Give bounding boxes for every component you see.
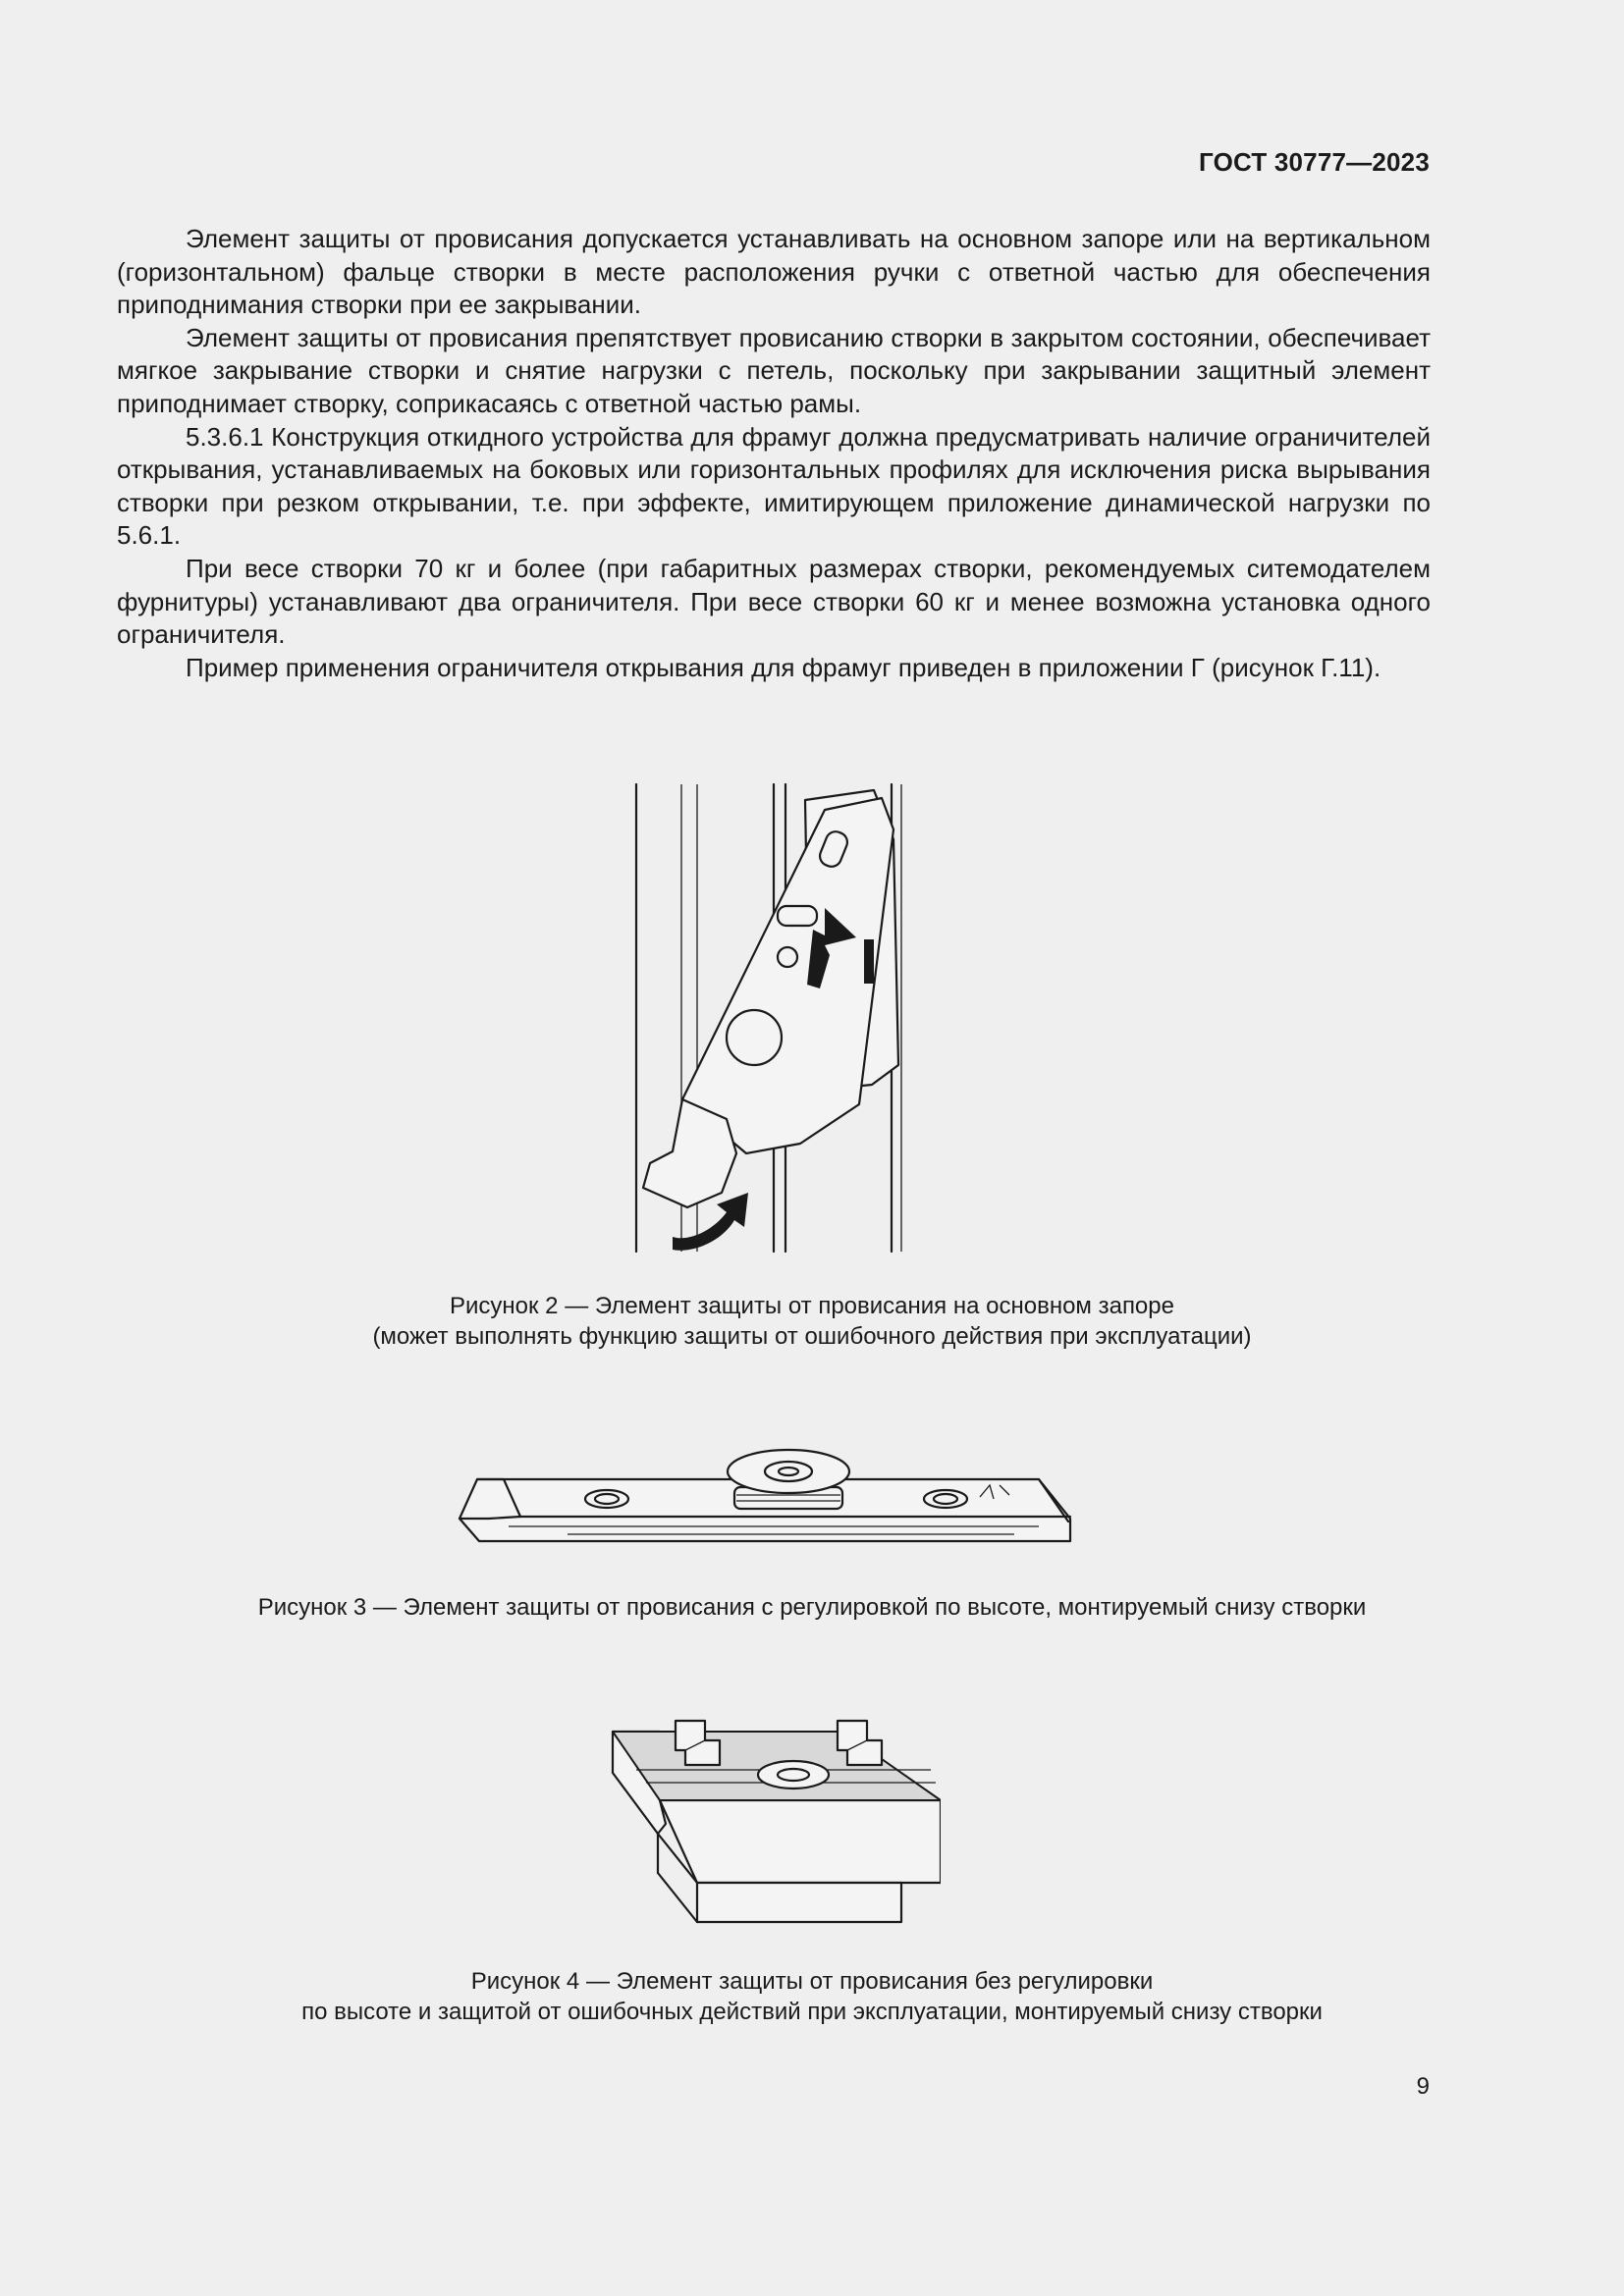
figure-2-drawing (628, 780, 923, 1256)
caption-line: (может выполнять функцию защиты от ошибочного действия при эксплуатации) (372, 1323, 1252, 1350)
figure-4-drawing (607, 1716, 941, 1927)
paragraph: При весе створки 70 кг и более (при габаритных размерах створки, рекомендуемых ситемодателем фурнитуры) устанавливают два ограничителя. При весе створки 60 кг и менее возможна установка одного ограничителя. (117, 553, 1431, 650)
caption-line: Рисунок 3 — Элемент защиты от провисания с регулировкой по высоте, монтируемый снизу створки (257, 1594, 1367, 1621)
paragraph: Пример применения ограничителя открывания для фрамуг приведен в приложении Г (рисунок Г.11). (186, 652, 1381, 682)
figure-2-caption (0, 1291, 1624, 1352)
caption-line: по высоте и защитой от ошибочных действий при эксплуатации, монтируемый снизу створки (301, 1999, 1323, 2025)
caption-line: Рисунок 4 — Элемент защиты от провисания без регулировки (470, 1968, 1154, 1995)
paragraph: 5.3.6.1 Конструкция откидного устройства для фрамуг должна предусматривать наличие ограничителей открывания, устанавливаемых на боковых или горизонтальных профилях для исключения риска вырывания створки при резком открывании, т.е. при эффекте, имитирующем приложение динамической нагрузки по 5.6.1. (117, 421, 1431, 551)
paragraph: Элемент защиты от провисания препятствует провисанию створки в закрытом состоянии, обеспечивает мягкое закрывание створки и снятие нагрузки с петель, поскольку при закрывании защитный элемент приподнимает створку, соприкасаясь с ответной частью рамы. (117, 322, 1431, 418)
figure-4-caption (0, 1966, 1624, 2027)
page-number: 9 (1416, 2073, 1430, 2100)
caption-line: Рисунок 2 — Элемент защиты от провисания на основном запоре (450, 1293, 1174, 1319)
figure-3-drawing (450, 1438, 1098, 1556)
paragraph: Элемент защиты от провисания допускается устанавливать на основном запоре или на вертикальном (горизонтальном) фальце створки в месте расположения ручки с ответной частью для обеспечения приподнимания створки при ее закрывании. (117, 224, 1431, 320)
body-text (117, 223, 1431, 684)
document-header: ГОСТ 30777—2023 (1199, 147, 1430, 177)
figure-3-caption (0, 1592, 1624, 1623)
